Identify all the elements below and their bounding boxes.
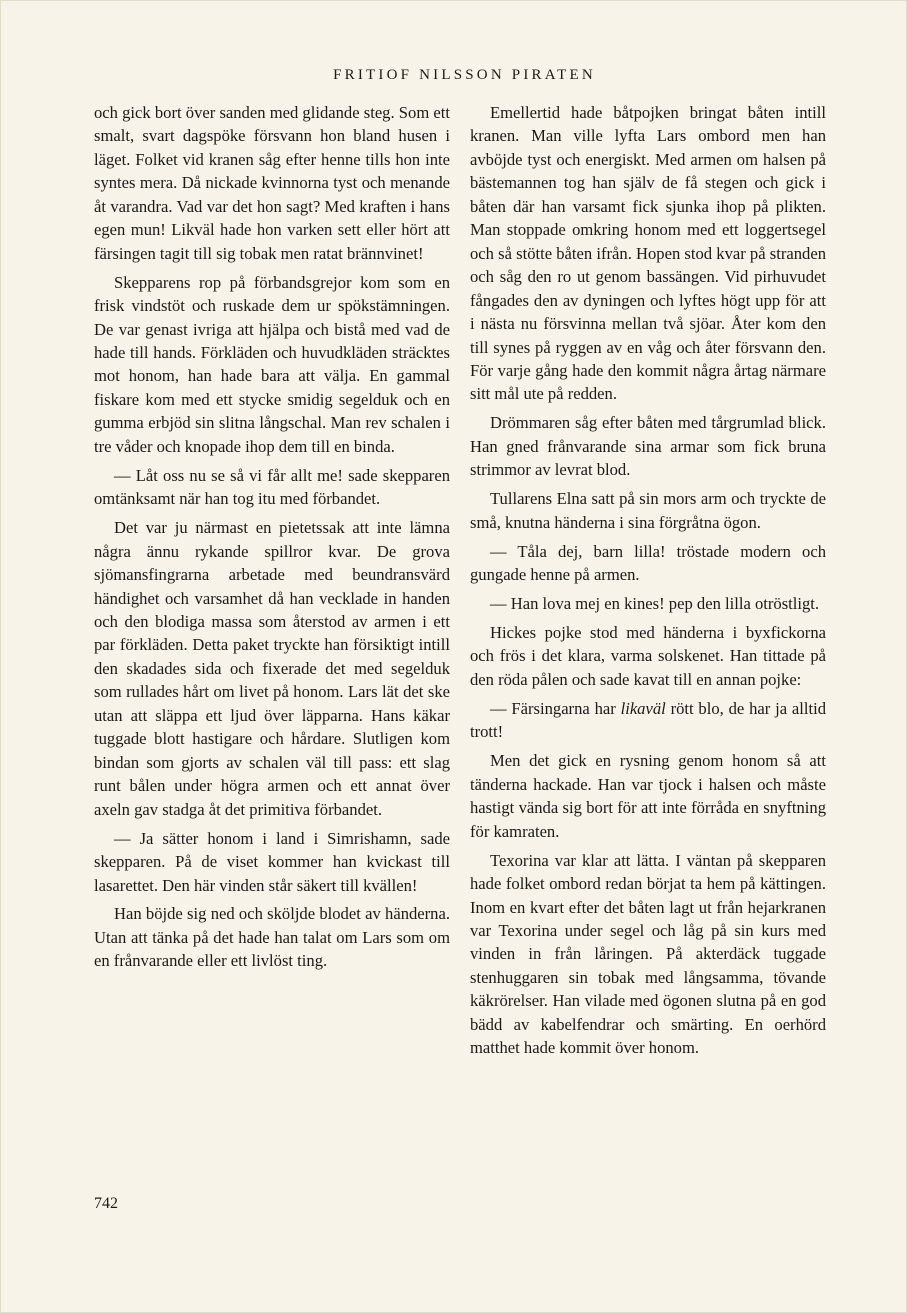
paragraph: — Ja sätter honom i land i Simrishamn, sade skepparen. På de viset kommer han kvickast till lasarettet. Den här vinden står säkert till kvällen! <box>94 828 450 895</box>
paragraph: Tullarens Elna satt på sin mors arm och tryckte de små, knutna händerna i sina förgråtna ögon. <box>470 489 826 532</box>
page-number: 742 <box>94 1195 118 1212</box>
quote-emphasis: likaväl <box>620 698 666 718</box>
quote-paragraph <box>470 697 826 744</box>
running-head-title: FRITIOF NILSSON PIRATEN <box>333 67 596 83</box>
quote-text-after: rött blo, de har ja alltid trott! <box>470 698 827 742</box>
paragraph: — Han lova mej en kines! pep den lilla otröstligt. <box>490 594 820 614</box>
paragraph: Hickes pojke stod med händerna i byxfickorna och frös i det klara, varma solskenet. Han tittade på den röda pålen och sade kavat till en annan pojke: <box>470 623 826 689</box>
quote-text-before: — Färsingarna har <box>490 698 621 718</box>
paragraph: Han böjde sig ned och sköljde blodet av händerna. Utan att tänka på det hade han talat om Lars som om en frånvarande eller ett livlöst ting. <box>94 904 450 971</box>
paragraph: Men det gick en rysning genom honom så att tänderna hackade. Han var tjock i halsen och måste hastigt vända sig bort för att inte förråda en snyftning för kamraten. <box>470 751 826 841</box>
left-text-column <box>94 101 450 973</box>
paragraph: Skepparens rop på förbandsgrejor kom som en frisk vindstöt och ruskade dem ur spökstämningen. De var genast ivriga att hjälpa och bistå med vad de hade till hands. Förkläden och huvudkläden sträcktes mot honom, han hade bara att välja. En gammal fiskare kom med ett stycke smidig segelduk och en gumma erbjöd sin slitna långschal. Man rev schalen i tre våder och knopade ihop dem till en binda. <box>94 272 450 456</box>
right-text-column <box>470 101 826 1060</box>
paragraph: — Låt oss nu se så vi får allt me! sade skepparen omtänksamt när han tog itu med förbandet. <box>94 465 450 509</box>
paragraph: Det var ju närmast en pietetssak att inte lämna några ännu rykande spillror kvar. De grova sjömansfingrarna arbetade med beundransvärd händighet och varsamhet då han vecklade in handen och den blodiga massa som återstod av armen i ett par förkläden. Detta paket tryckte han försiktigt intill den skadades sida och fixerade det med segelduk som rullades hårt om livet på honom. Lars lät det ske utan att släppa ett ljud över läpparna. Hans käkar tuggade blott hastigare och hårdare. Slutligen kom bindan som gjorts av schalen väl till pass: ett slag runt bålen under högra armen och ett annat över axeln gav stadga åt det primitiva förbandet. <box>94 518 450 819</box>
paragraph: och gick bort över sanden med glidande steg. Som ett smalt, svart dagspöke försvann hon bland husen i läget. Folket vid kranen såg efter henne tills hon inte syntes mera. Då nickade kvinnorna tyst och menande åt varandra. Vad var det hon sagt? Med kraften i hans egen mun! Likväl hade hon varken sett eller hört att färsingen tagit till sig tobak men ratat brännvinet! <box>94 103 450 263</box>
paragraph: Drömmaren såg efter båten med tårgrumlad blick. Han gned frånvarande sina armar som fick bruna strimmor av levrat blod. <box>470 413 826 480</box>
paragraph: Emellertid hade båtpojken bringat båten intill kranen. Man ville lyfta Lars ombord men han avböjde tyst och energiskt. Med armen om halsen på bästemannen tog han själv de få stegen och gick i båten där han varsamt fick sjunka ihop på plikten. Man stoppade omkring honom med ett loggertsegel och så stötte båten ifrån. Hopen stod kvar på stranden och såg den ro ut genom bassängen. Vid pirhuvudet fångades den av dyningen och lyftes högt upp för att i nästa nu försvinna mellan två sjöar. Åter kom den till synes på ryggen av en våg och åter försvann den. För varje gång hade den kommit några årtag närmare sitt mål ute på redden. <box>470 103 826 404</box>
paragraph: — Tåla dej, barn lilla! tröstade modern och gungade henne på armen. <box>470 541 826 585</box>
paragraph: Texorina var klar att lätta. I väntan på skepparen hade folket ombord redan börjat ta hem på kättingen. Inom en kvart efter det båten lagt ut från hejarkranen var Texorina under segel och låg på sin kurs med vinden in från låringen. På akterdäck tuggade stenhuggaren sin tobak med långsamma, tövande käkrörelser. Han vilade med ögonen slutna på en god bädd av kabelfendrar och smärting. En oerhörd matthet hade kommit över honom. <box>470 850 826 1058</box>
